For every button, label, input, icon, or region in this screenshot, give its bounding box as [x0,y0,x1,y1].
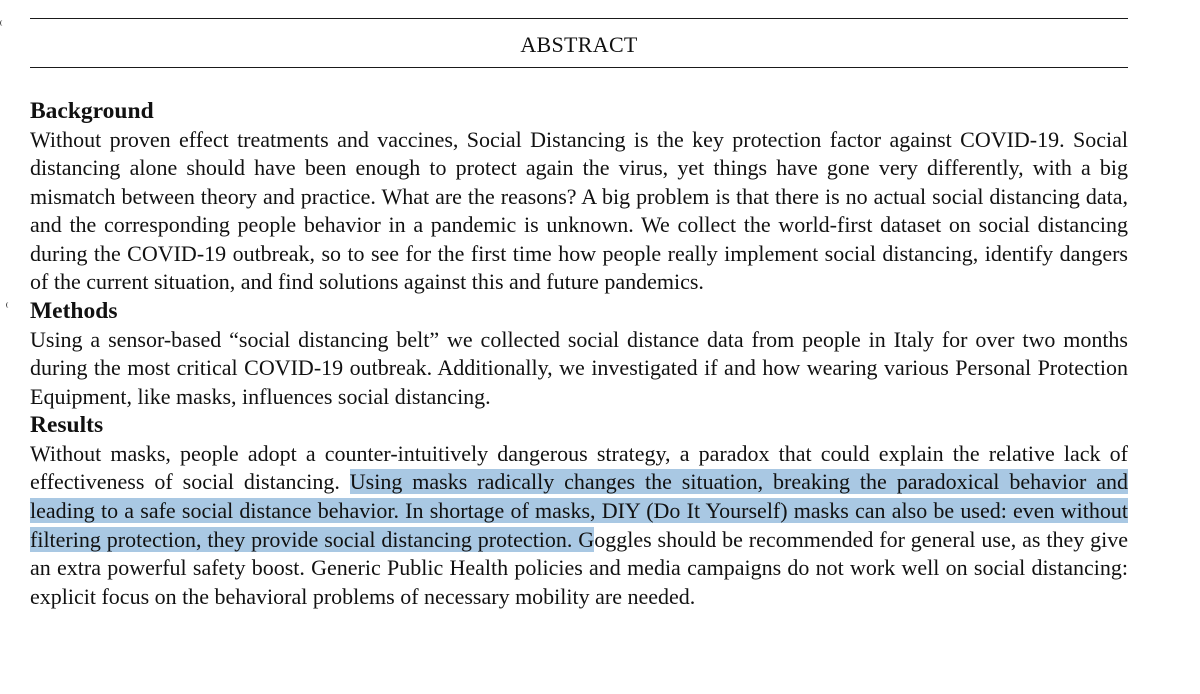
text-selection-highlight[interactable]: Using masks radically changes the situation, breaking the paradoxical behavior and leading to a safe social distance behavior. In shortage of masks, DIY (Do It Yourself) masks can also be used: even without filtering protection, they provide social distancing protection. G [30,469,1128,552]
results-section [30,411,1128,611]
background-paragraph[interactable]: Without proven effect treatments and vaccines, Social Distancing is the key protection factor against COVID-19. Social distancing alone should have been enough to protect again the virus, yet things have gone very differently, with a big mismatch between theory and practice. What are the reasons? A big problem is that there is no actual social distancing data, and the corresponding people behavior in a pandemic is unknown. We collect the world-first dataset on social distancing during the COVID-19 outbreak, so to see for the first time how people really implement social distancing, identify dangers of the current situation, and find solutions against this and future pandemics. [30,126,1128,295]
abstract-body [30,97,1128,611]
results-paragraph[interactable] [30,440,1128,612]
background-section [30,97,1128,297]
top-rule [30,18,1128,19]
results-heading: Results [30,412,104,439]
background-heading: Background [30,98,154,124]
methods-heading: Methods [30,298,118,325]
margin-mark [6,302,11,308]
results-text-after: oggles should be recommended for general use, as they give an extra powerful safety boost. Generic Public Health policies and media campaigns do not work well on social distancing: explicit focus on the behavioral problems of necessary mobility are needed. [30,526,1128,609]
abstract-title: ABSTRACT [520,32,638,57]
results-text-before: Without masks, people adopt a counter-intuitively dangerous strategy, a paradox that could explain the relative lack of effectiveness of social distancing. [30,440,1128,495]
margin-mark [0,20,5,26]
bottom-rule [30,67,1128,68]
methods-paragraph[interactable]: Using a sensor-based “social distancing belt” we collected social distance data from people in Italy for over two months during the most critical COVID-19 outbreak. Additionally, we investigated if and how wearing various Personal Protection Equipment, like masks, influences social distancing. [30,326,1128,409]
methods-section [30,297,1128,411]
